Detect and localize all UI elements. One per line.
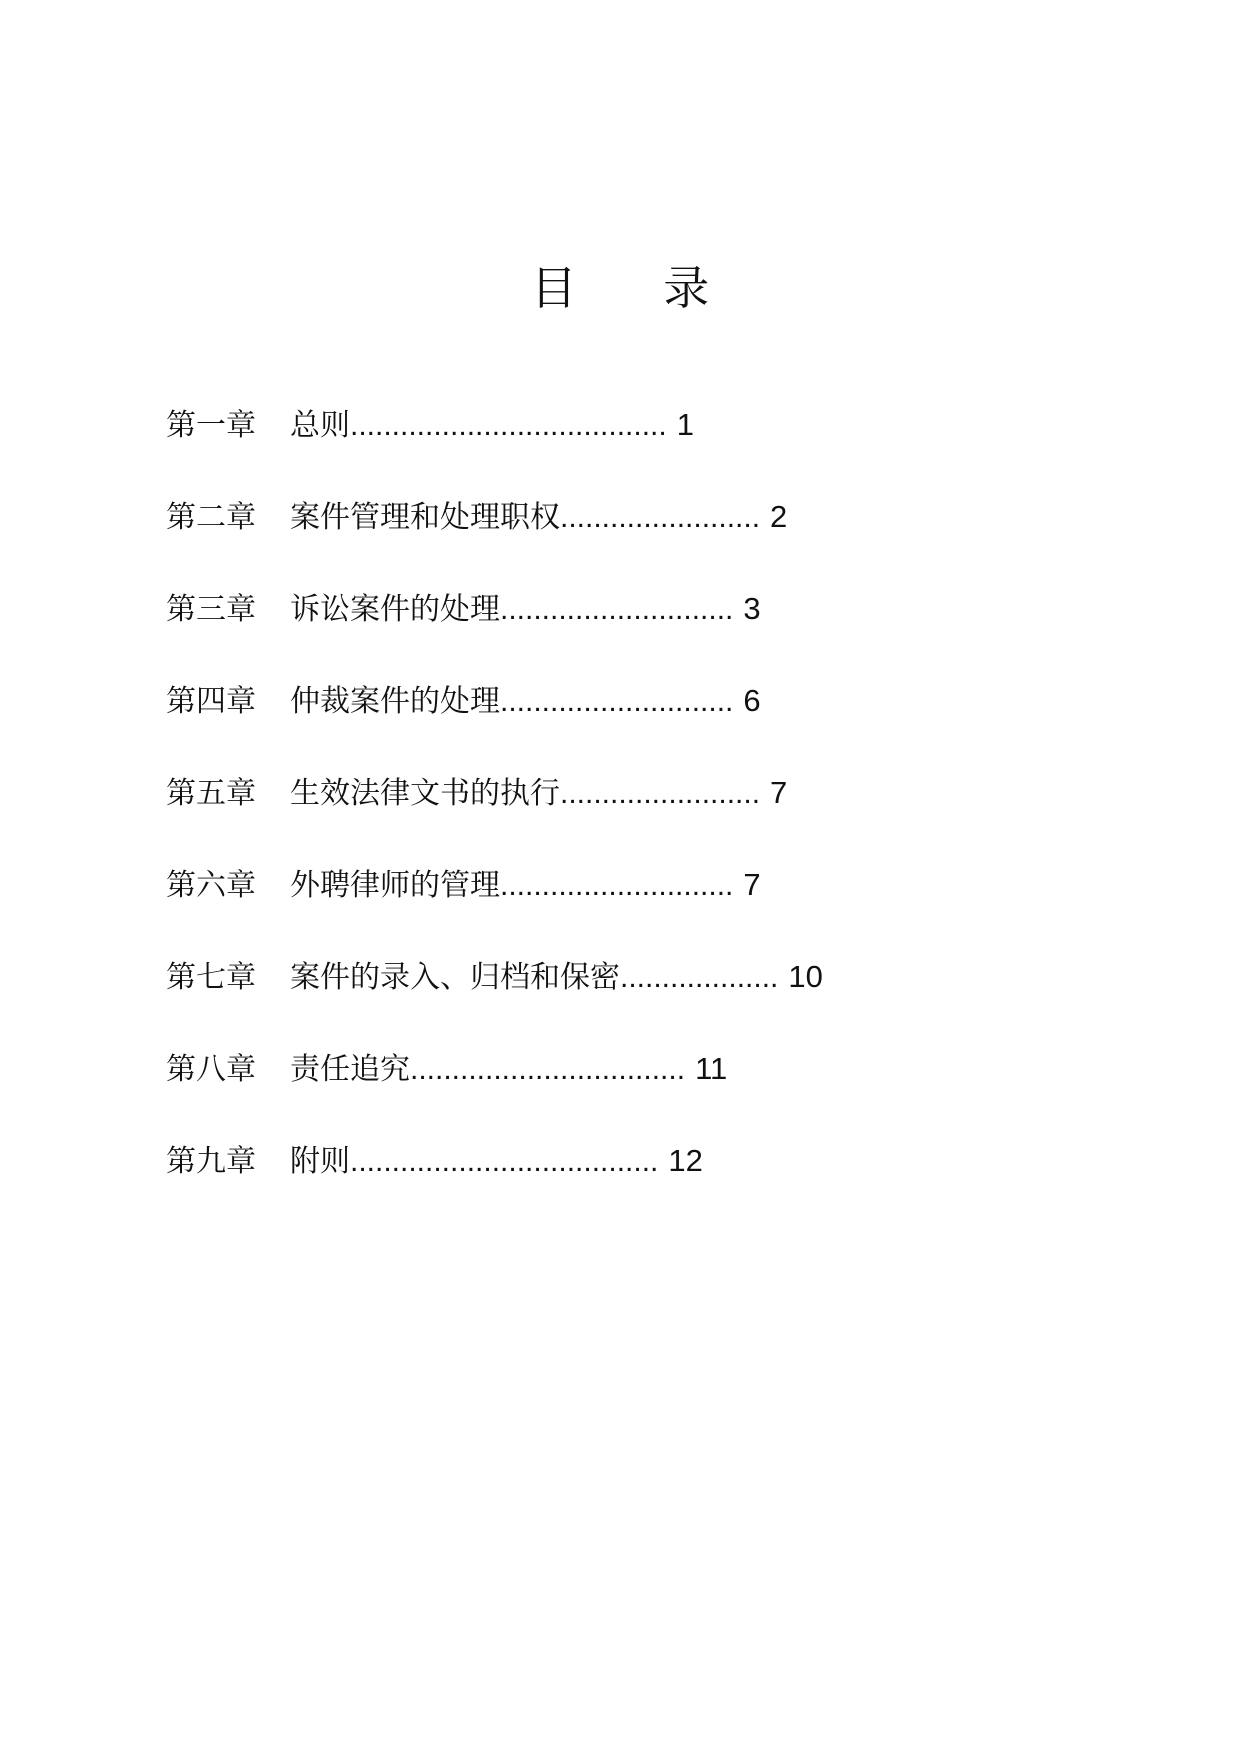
toc-chapter-title: 总则 — [290, 408, 350, 443]
toc-leader-dots: ................................. — [410, 1053, 686, 1086]
toc-leader-dots: ............................ — [500, 685, 734, 718]
toc-leader-dots: ........................ — [560, 501, 761, 534]
toc-chapter-number: 第八章 — [166, 1052, 256, 1087]
toc-entry[interactable] — [166, 676, 823, 768]
toc-chapter-number: 第七章 — [166, 960, 256, 995]
toc-chapter-title: 生效法律文书的执行 — [290, 776, 560, 811]
toc-chapter-number: 第二章 — [166, 500, 256, 535]
toc-page-number: 7 — [743, 867, 761, 902]
toc-entry[interactable] — [166, 768, 823, 860]
toc-chapter-title: 案件的录入、归档和保密 — [290, 960, 620, 995]
toc-entry[interactable] — [166, 400, 823, 492]
toc-chapter-number: 第一章 — [166, 408, 256, 443]
toc-leader-dots: ................... — [620, 961, 779, 994]
toc-page-number: 7 — [770, 775, 788, 810]
toc-entry[interactable] — [166, 1044, 823, 1136]
toc-page-number: 2 — [770, 499, 788, 534]
toc-entry[interactable] — [166, 952, 823, 1044]
toc-leader-dots: ...................................... — [350, 409, 667, 442]
toc-page-number: 3 — [743, 591, 761, 626]
toc-chapter-number: 第九章 — [166, 1144, 256, 1179]
toc-chapter-number: 第三章 — [166, 592, 256, 627]
toc-leader-dots: ............................ — [500, 869, 734, 902]
toc-entry[interactable] — [166, 1136, 823, 1228]
toc-page-number: 6 — [743, 683, 761, 718]
toc-entry[interactable] — [166, 492, 823, 584]
toc-chapter-title: 外聘律师的管理 — [290, 868, 500, 903]
toc-chapter-number: 第六章 — [166, 868, 256, 903]
toc-page-number: 11 — [695, 1051, 728, 1086]
toc-entry[interactable] — [166, 584, 823, 676]
toc-chapter-title: 仲裁案件的处理 — [290, 684, 500, 719]
toc-leader-dots: ........................ — [560, 777, 761, 810]
toc-chapter-title: 案件管理和处理职权 — [290, 500, 560, 535]
toc-leader-dots: ..................................... — [350, 1145, 659, 1178]
toc-leader-dots: ............................ — [500, 593, 734, 626]
table-of-contents — [166, 400, 823, 1228]
toc-page-number: 12 — [668, 1143, 703, 1178]
toc-chapter-title: 附则 — [290, 1144, 350, 1179]
toc-page-number: 1 — [676, 407, 694, 442]
toc-chapter-title: 责任追究 — [290, 1052, 410, 1087]
toc-chapter-number: 第五章 — [166, 776, 256, 811]
toc-page-number: 10 — [788, 959, 823, 994]
toc-chapter-title: 诉讼案件的处理 — [290, 592, 500, 627]
toc-chapter-number: 第四章 — [166, 684, 256, 719]
toc-entry[interactable] — [166, 860, 823, 952]
page-title: 目 录 — [530, 261, 746, 315]
